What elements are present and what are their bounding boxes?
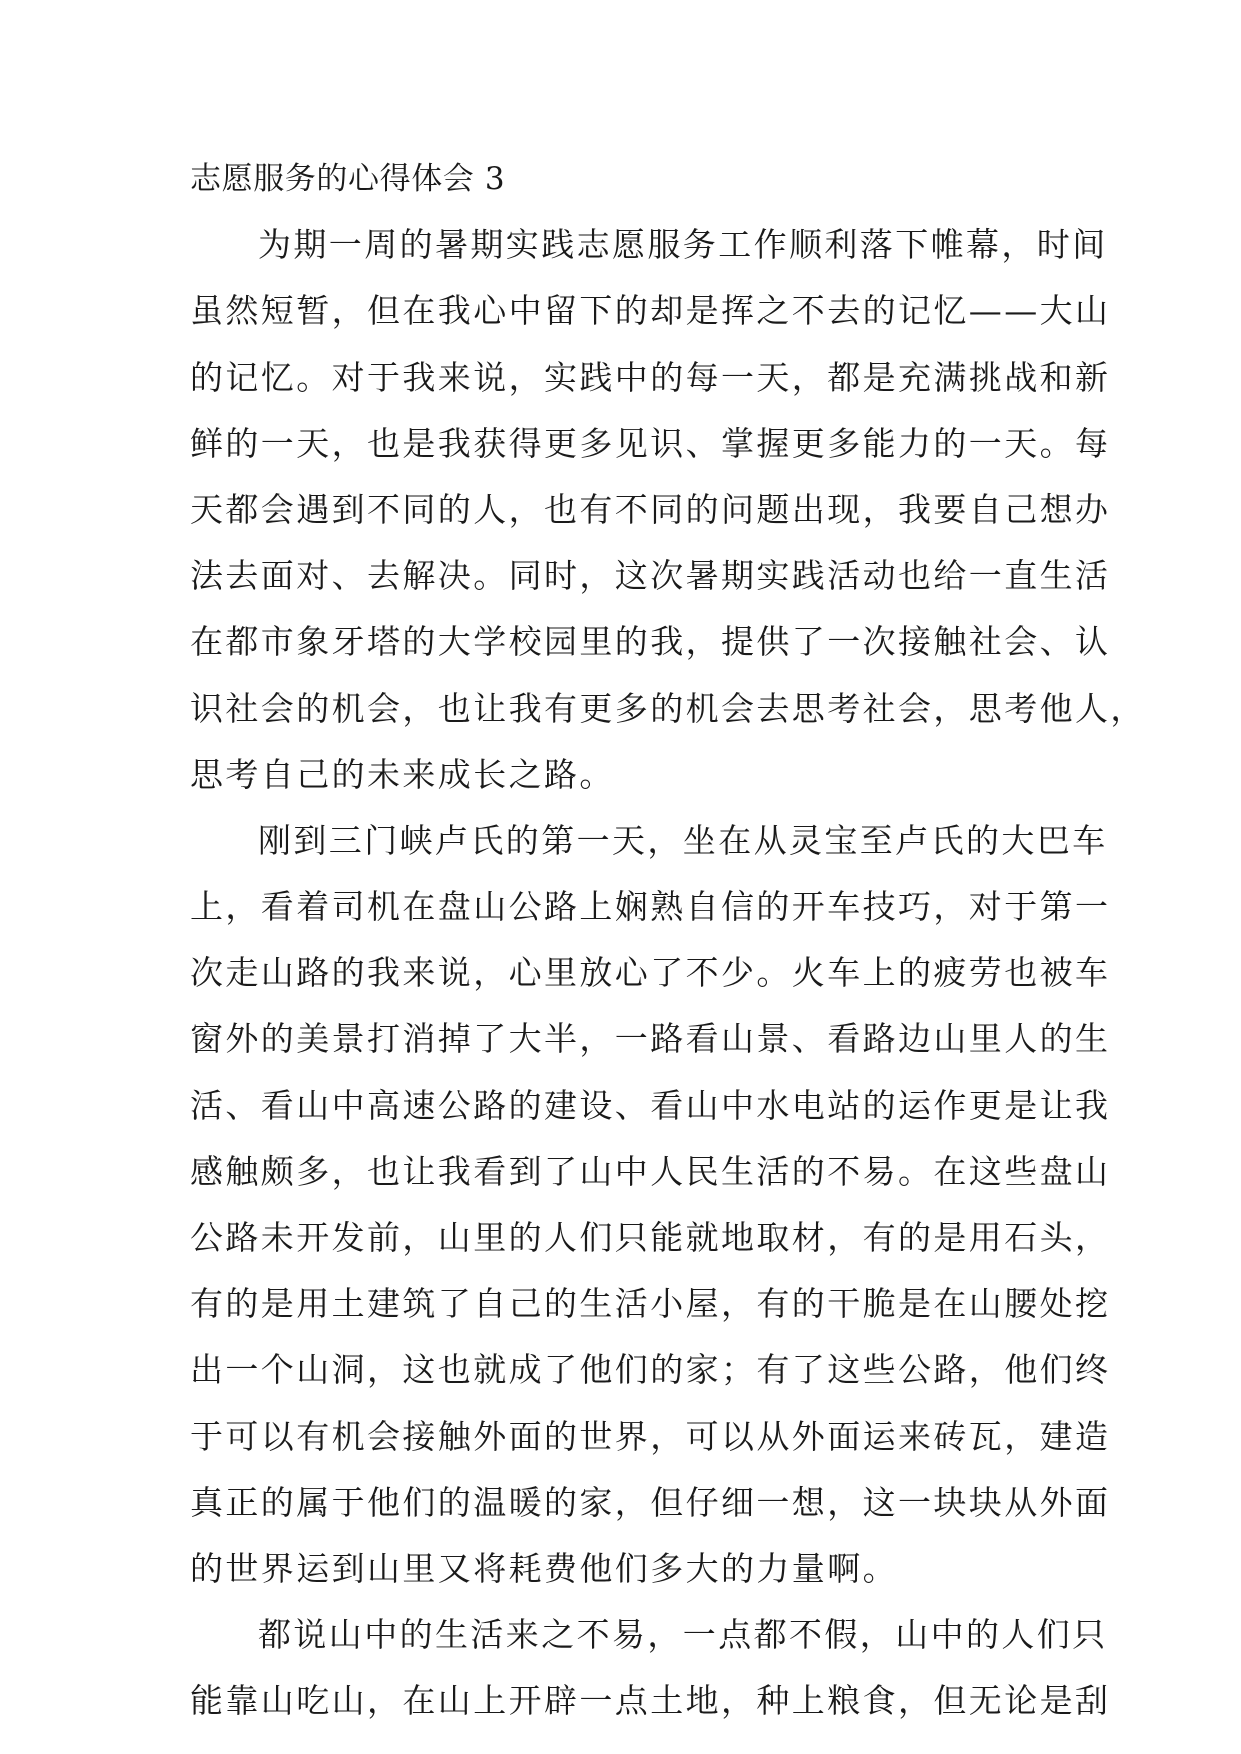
paragraph-line: 鲜的一天，也是我获得更多见识、掌握更多能力的一天。每 [190, 423, 1111, 463]
paragraph-line: 的记忆。对于我来说，实践中的每一天，都是充满挑战和新 [190, 357, 1111, 397]
paragraph-line: 都说山中的生活来之不易，一点都不假，山中的人们只 [258, 1615, 1108, 1655]
paragraph-2 [190, 808, 1111, 1602]
paragraph-line: 能靠山吃山，在山上开辟一点土地，种上粮食，但无论是刮 [190, 1681, 1111, 1721]
paragraph-3 [190, 1602, 1111, 1734]
paragraph-1 [190, 212, 1146, 808]
document-title: 志愿服务的心得体会 3 [190, 161, 506, 197]
paragraph-line: 窗外的美景打消掉了大半，一路看山景、看路边山里人的生 [190, 1019, 1111, 1059]
paragraph-line: 活、看山中高速公路的建设、看山中水电站的运作更是让我 [190, 1085, 1111, 1125]
paragraph-line: 识社会的机会，也让我有更多的机会去思考社会，思考他人， [190, 688, 1146, 728]
paragraph-line: 刚到三门峡卢氏的第一天，坐在从灵宝至卢氏的大巴车 [258, 820, 1108, 860]
paragraph-line: 法去面对、去解决。同时，这次暑期实践活动也给一直生活 [190, 556, 1111, 596]
paragraph-line: 次走山路的我来说，心里放心了不少。火车上的疲劳也被车 [190, 953, 1111, 993]
paragraph-line: 公路未开发前，山里的人们只能就地取材，有的是用石头， [190, 1218, 1111, 1257]
paragraph-line: 感触颇多，也让我看到了山中人民生活的不易。在这些盘山 [190, 1151, 1111, 1191]
document-body [190, 146, 1146, 1735]
paragraph-line: 于可以有机会接触外面的世界，可以从外面运来砖瓦，建造 [190, 1416, 1111, 1456]
paragraph-line: 有的是用土建筑了自己的生活小屋，有的干脆是在山腰处挖 [190, 1284, 1111, 1324]
paragraph-line: 虽然短暂，但在我心中留下的却是挥之不去的记忆——大山 [190, 291, 1111, 331]
paragraph-line: 的世界运到山里又将耗费他们多大的力量啊。 [190, 1548, 898, 1588]
paragraph-line: 上，看着司机在盘山公路上娴熟自信的开车技巧，对于第一 [190, 887, 1111, 927]
paragraph-line: 天都会遇到不同的人，也有不同的问题出现，我要自己想办 [190, 489, 1111, 529]
paragraph-line: 真正的属于他们的温暖的家，但仔细一想，这一块块从外面 [190, 1482, 1111, 1522]
paragraph-line: 为期一周的暑期实践志愿服务工作顺利落下帷幕，时间 [258, 225, 1108, 265]
paragraph-line: 出一个山洞，这也就成了他们的家；有了这些公路，他们终 [190, 1350, 1111, 1390]
paragraph-line: 在都市象牙塔的大学校园里的我，提供了一次接触社会、认 [190, 622, 1111, 662]
paragraph-line: 思考自己的未来成长之路。 [190, 754, 615, 794]
